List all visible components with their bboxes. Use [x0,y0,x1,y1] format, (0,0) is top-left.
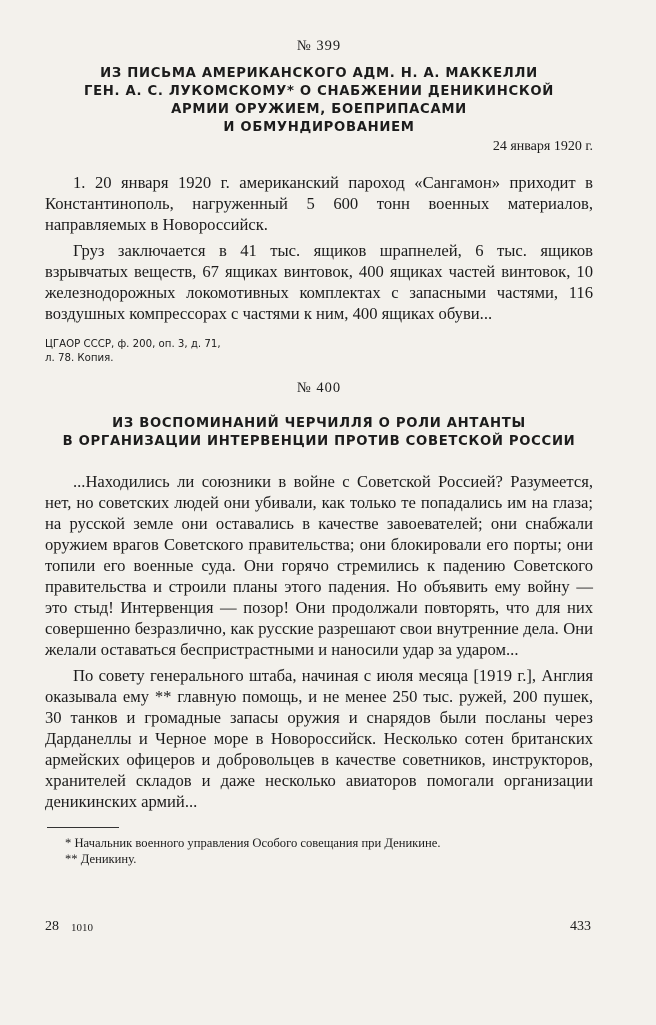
title-line: И ОБМУНДИРОВАНИЕМ [223,120,415,135]
document-title [45,415,593,451]
paragraph: Груз заключается в 41 тыс. ящиков шрапнелей, 6 тыс. ящиков взрывчатых веществ, 67 ящиках винтовок, 400 ящиках частей винтовок, 10 железнодорожных локомотивных комплектах с запасными частями, 116 воздушных компрессорах с частями к ним, 400 ящиках обуви... [45,241,593,323]
printer-signature: 1010 [71,922,93,934]
archive-source [45,338,593,366]
document-date: 24 января 1920 г. [492,139,593,154]
paragraph: По совету генерального штаба, начиная с июля месяца [1919 г.], Англия оказывала ему ** главную помощь, и не менее 250 тыс. ружей, 200 пушек, 30 танков и громадные запасы оружия и снарядов были посланы через Дарданеллы и Черное море в Новороссийск. Несколько сотен британских армейских офицеров и добровольцев в качестве советников, инструкторов, хранителей складов и даже несколько авиаторов помогали организации деникинских армий... [45,666,593,811]
footnote-separator [47,827,119,828]
paragraph: ...Находились ли союзники в войне с Советской Россией? Разумеется, нет, но советских людей они убивали, как только те попадались им на глаза; на русской земле они оставались в качестве завоевателей; они снабжали оружием врагов Советского правительства; они блокировали его порты; они топили его военные суда. Они горячо стремились к падению Советского правительства и строили планы этого падения. Но объявить ему войну — это стыд! Интервенция — позор! Они продолжали повторять, что для них совершенно безразлично, как русские разрешают свои внутренние дела. Они желали оставаться беспристрастными и наносили удар за ударом... [45,472,593,659]
document-title [45,65,593,137]
source-line: ЦГАОР СССР, ф. 200, оп. 3, д. 71, [45,339,221,350]
title-line: ИЗ ВОСПОМИНАНИЙ ЧЕРЧИЛЛЯ О РОЛИ АНТАНТЫ [112,416,526,431]
page-number-left: 28 [45,919,59,934]
title-line: В ОРГАНИЗАЦИИ ИНТЕРВЕНЦИИ ПРОТИВ СОВЕТСКОЙ РОССИИ [62,434,576,449]
footnote: ** Деникину. [65,852,137,866]
footnote: * Начальник военного управления Особого совещания при Деникине. [65,836,441,850]
document-number: № 400 [296,380,342,396]
title-line: ГЕН. А. С. ЛУКОМСКОМУ* О СНАБЖЕНИИ ДЕНИКИНСКОЙ [83,84,555,99]
title-line: АРМИИ ОРУЖИЕМ, БОЕПРИПАСАМИ [171,102,467,117]
page-number-right: 433 [570,919,591,934]
paragraph: 1. 20 января 1920 г. американский пароход «Сангамон» приходит в Константинополь, нагруженный 5 600 тонн военных материалов, направляемых в Новороссийск. [45,173,593,234]
source-line: л. 78. Копия. [45,353,114,364]
document-number: № 399 [296,38,342,54]
title-line: ИЗ ПИСЬМА АМЕРИКАНСКОГО АДМ. Н. А. МАККЕЛЛИ [100,66,538,81]
page-body [45,38,593,867]
